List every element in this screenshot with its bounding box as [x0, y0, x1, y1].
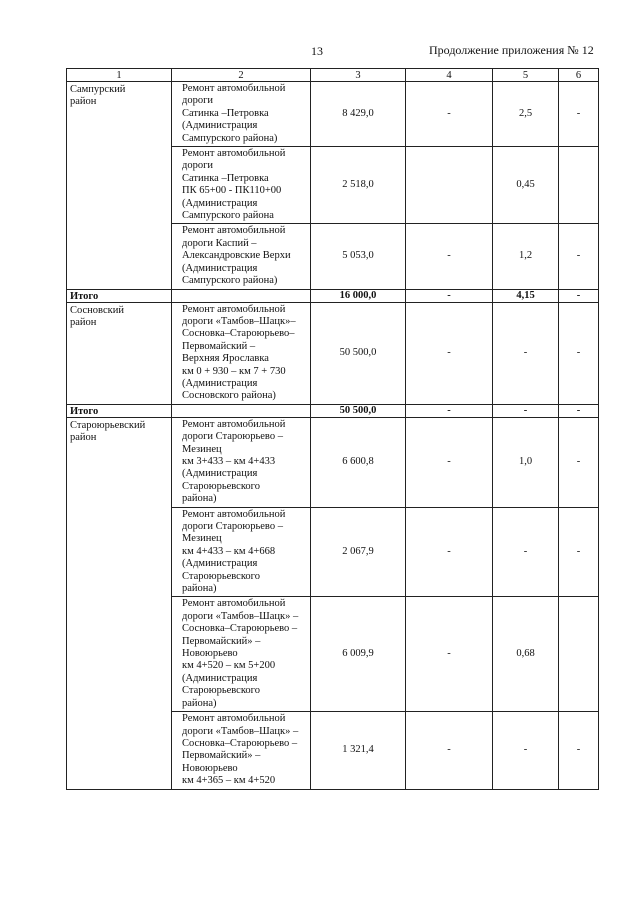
description-line: км 3+433 – км 4+433: [182, 455, 276, 467]
value-c3: 50 500,0: [311, 302, 406, 404]
value-c4: -: [406, 712, 493, 789]
description-line: дороги: [182, 160, 214, 172]
value-c4: -: [406, 82, 493, 147]
description-line: Ремонт автомобильной: [182, 418, 286, 430]
work-description: [172, 224, 311, 289]
district-cell: [67, 82, 172, 290]
description-line: Сампурского района): [182, 132, 278, 144]
description-line: района): [182, 697, 217, 709]
total-c3: 16 000,0: [311, 289, 406, 302]
table-row: [67, 417, 599, 507]
total-empty-cell: [172, 404, 311, 417]
description-line: Сатинка –Петровка: [182, 107, 269, 119]
description-line: Сосновка–Староюрьево –: [182, 623, 298, 635]
column-header: 2: [172, 69, 311, 82]
work-description: [172, 507, 311, 597]
total-c5: -: [493, 404, 559, 417]
value-c5: 0,68: [493, 597, 559, 712]
description-line: Александровские Верхи: [182, 250, 291, 262]
value-c6: -: [559, 712, 599, 789]
value-c5: -: [493, 302, 559, 404]
total-c6: -: [559, 289, 599, 302]
column-header: 3: [311, 69, 406, 82]
value-c3: 1 321,4: [311, 712, 406, 789]
description-line: Новоюрьево: [182, 648, 238, 660]
description-line: Ремонт автомобильной: [182, 508, 286, 520]
description-line: дороги Староюрьево –: [182, 431, 283, 443]
value-c4: -: [406, 224, 493, 289]
work-description: [172, 712, 311, 789]
district-cell: [67, 417, 172, 789]
description-line: Первомайский» –: [182, 750, 261, 762]
description-line: Сатинка –Петровка: [182, 172, 269, 184]
appendix-continuation: Продолжение приложения № 12: [429, 43, 594, 57]
value-c6: -: [559, 417, 599, 507]
description-line: Первомайский –: [182, 340, 256, 352]
table-header-row: [67, 69, 599, 82]
description-line: Староюрьевского: [182, 480, 260, 492]
value-c3: 2 518,0: [311, 147, 406, 224]
total-label: Итого: [67, 289, 172, 302]
description-line: Староюрьевского: [182, 570, 260, 582]
value-c3: 6 600,8: [311, 417, 406, 507]
value-c6: -: [559, 302, 599, 404]
value-c4: [406, 147, 493, 224]
value-c6: -: [559, 82, 599, 147]
total-c6: -: [559, 404, 599, 417]
district-name-line: район: [70, 316, 97, 328]
work-description: [172, 417, 311, 507]
value-c5: 1,0: [493, 417, 559, 507]
value-c6: -: [559, 224, 599, 289]
value-c3: 6 009,9: [311, 597, 406, 712]
description-line: Ремонт автомобильной: [182, 148, 286, 160]
value-c4: -: [406, 417, 493, 507]
description-line: км 0 + 930 – км 7 + 730: [182, 365, 286, 377]
total-c4: -: [406, 404, 493, 417]
description-line: дороги Староюрьево –: [182, 521, 283, 532]
value-c5: 1,2: [493, 224, 559, 289]
description-line: района): [182, 583, 217, 595]
description-line: Первомайский» –: [182, 635, 261, 647]
value-c4: -: [406, 507, 493, 597]
column-header: 5: [493, 69, 559, 82]
total-row: [67, 289, 599, 302]
page-number: 13: [311, 44, 323, 58]
description-line: дороги: [182, 95, 214, 107]
value-c3: 2 067,9: [311, 507, 406, 597]
value-c4: -: [406, 302, 493, 404]
total-c3: 50 500,0: [311, 404, 406, 417]
district-name-line: Сосновский: [70, 304, 124, 316]
description-line: Ремонт автомобильной: [182, 83, 286, 94]
value-c3: 8 429,0: [311, 82, 406, 147]
district-name-line: район: [70, 432, 97, 444]
description-line: Сампурского района): [182, 275, 278, 287]
column-header: 1: [67, 69, 172, 82]
description-line: Сосновского района): [182, 390, 276, 402]
total-label: Итого: [67, 404, 172, 417]
description-line: Староюрьевского: [182, 685, 260, 697]
description-line: ПК 65+00 - ПК110+00: [182, 185, 282, 197]
description-line: Мезинец: [182, 533, 222, 545]
work-description: [172, 302, 311, 404]
description-line: (Администрация: [182, 262, 258, 274]
description-line: Ремонт автомобильной: [182, 713, 286, 725]
value-c4: -: [406, 597, 493, 712]
total-empty-cell: [172, 289, 311, 302]
description-line: дороги Каспий –: [182, 237, 257, 249]
work-description: [172, 82, 311, 147]
description-line: Ремонт автомобильной: [182, 598, 286, 610]
description-line: (Администрация: [182, 377, 258, 389]
description-line: Сосновка–Староюрьево–: [182, 328, 295, 340]
value-c5: -: [493, 507, 559, 597]
work-description: [172, 597, 311, 712]
description-line: дороги «Тамбов–Шацк» –: [182, 725, 299, 737]
value-c6: [559, 597, 599, 712]
description-line: км 4+365 – км 4+520: [182, 775, 276, 787]
value-c6: [559, 147, 599, 224]
description-line: (Администрация: [182, 672, 258, 684]
description-line: (Администрация: [182, 197, 258, 209]
works-table: [66, 68, 599, 790]
district-name-line: Сампурский: [70, 84, 126, 95]
district-name-line: район: [70, 96, 97, 108]
description-line: Мезинец: [182, 443, 222, 455]
total-row: [67, 404, 599, 417]
value-c3: 5 053,0: [311, 224, 406, 289]
description-line: дороги «Тамбов–Шацк»–: [182, 315, 296, 327]
description-line: Ремонт автомобильной: [182, 303, 286, 315]
table-row: [67, 82, 599, 147]
description-line: Сампурского района: [182, 210, 274, 222]
description-line: (Администрация: [182, 558, 258, 570]
district-cell: [67, 302, 172, 404]
work-description: [172, 147, 311, 224]
description-line: Новоюрьево: [182, 762, 238, 774]
value-c6: -: [559, 507, 599, 597]
description-line: км 4+433 – км 4+668: [182, 545, 276, 557]
column-header: 6: [559, 69, 599, 82]
value-c5: 2,5: [493, 82, 559, 147]
table-row: [67, 302, 599, 404]
description-line: (Администрация: [182, 120, 258, 132]
description-line: Верхняя Ярославка: [182, 353, 269, 365]
column-header: 4: [406, 69, 493, 82]
description-line: дороги «Тамбов–Шацк» –: [182, 610, 299, 622]
description-line: района): [182, 493, 217, 505]
description-line: (Администрация: [182, 468, 258, 480]
total-c4: -: [406, 289, 493, 302]
description-line: Ремонт автомобильной: [182, 225, 286, 237]
value-c5: 0,45: [493, 147, 559, 224]
description-line: Сосновка–Староюрьево –: [182, 737, 298, 749]
total-c5: 4,15: [493, 289, 559, 302]
value-c5: -: [493, 712, 559, 789]
district-name-line: Староюрьевский: [70, 419, 146, 431]
description-line: км 4+520 – км 5+200: [182, 660, 276, 672]
